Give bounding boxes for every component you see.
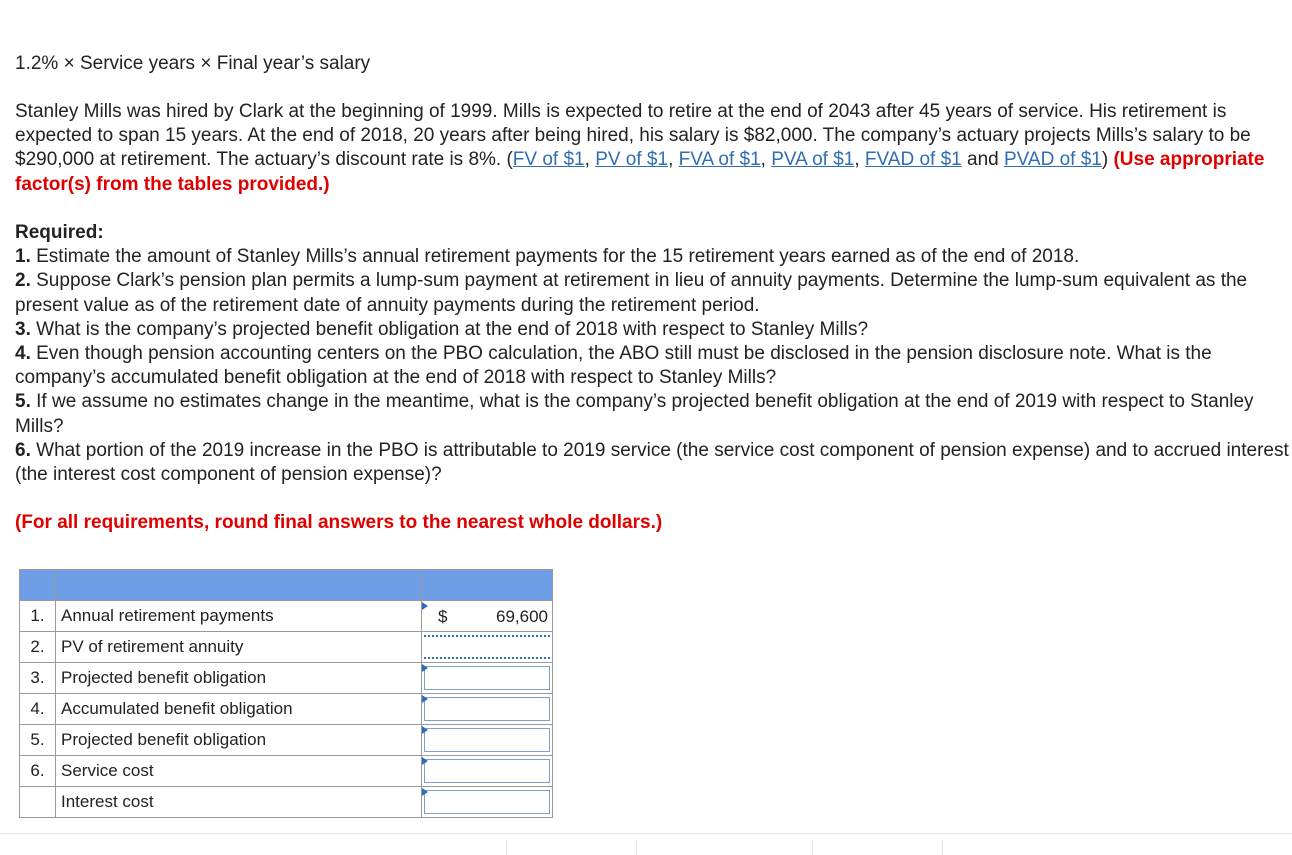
flag-icon: [422, 788, 428, 796]
required-item: 5. If we assume no estimates change in the meantime, what is the company’s projected benefit obligation at the end of 2019 with respect to Stanley Mills?: [15, 391, 1254, 437]
table-row: 1. Annual retirement payments $ 69,600: [20, 601, 553, 632]
link-pva[interactable]: PVA of $1: [771, 149, 855, 171]
answer-input[interactable]: [424, 635, 550, 659]
answer-cell-3[interactable]: [422, 663, 553, 694]
problem-intro: Stanley Mills was hired by Clark at the beginning of 1999. Mills is expected to retire at the end of 2043 after 45 years of service. His retirement is expected to span 15 years. At the end of 2018, 20 years after being hired, his salary is $82,000. The company’s actuary projects Mills’s salary to be $290,000 at retirement. The actuary’s discount rate is 8%. (FV of $1, PV of $1, FVA of $1, PVA of $1, FVAD of $1 and PVAD of $1) (Use appropriate factor(s) from the tables provided.): [15, 101, 1265, 195]
required-item: 1. Estimate the amount of Stanley Mills’s annual retirement payments for the 15 retirement years earned as of the end of 2018.: [15, 246, 1080, 268]
divider: [506, 840, 507, 855]
divider: [636, 840, 637, 855]
rounding-note: (For all requirements, round final answers to the nearest whole dollars.): [15, 512, 663, 533]
answer-cell-4[interactable]: [422, 694, 553, 725]
answer-cell-5[interactable]: [422, 725, 553, 756]
formula-text: 1.2% × Service years × Final year’s salary: [15, 53, 371, 74]
divider: [812, 840, 813, 855]
answer-input[interactable]: [424, 697, 550, 721]
answer-input[interactable]: [424, 790, 550, 814]
link-fva[interactable]: FVA of $1: [678, 149, 761, 171]
link-fv[interactable]: FV of $1: [512, 149, 585, 171]
table-row: 5. Projected benefit obligation: [20, 725, 553, 756]
table-header-row: [20, 570, 553, 601]
link-pvad[interactable]: PVAD of $1: [1003, 149, 1102, 171]
link-fvad[interactable]: FVAD of $1: [864, 149, 962, 171]
required-item: 2. Suppose Clark’s pension plan permits a lump-sum payment at retirement in lieu of annuity payments. Determine the lump-sum equivalent as the present value as of the retirement date of annuity payments during the retirement period.: [15, 270, 1248, 316]
flag-icon: [422, 664, 428, 672]
table-row: 6. Service cost: [20, 756, 553, 787]
flag-icon: [422, 757, 428, 765]
required-item: 3. What is the company’s projected benefit obligation at the end of 2018 with respect to Stanley Mills?: [15, 318, 869, 340]
divider: [0, 833, 1292, 834]
flag-icon: [422, 726, 428, 734]
required-heading: Required:: [15, 222, 104, 243]
link-pv[interactable]: PV of $1: [595, 149, 669, 171]
answer-cell-2[interactable]: [422, 632, 553, 663]
answer-input[interactable]: [424, 759, 550, 783]
flag-icon: [422, 695, 428, 703]
required-item: 4. Even though pension accounting centers on the PBO calculation, the ABO still must be disclosed in the pension disclosure note. What is the company’s accumulated benefit obligation at the end of 2018 with respect to Stanley Mills?: [15, 343, 1212, 389]
answer-input[interactable]: [424, 666, 550, 690]
table-row: 4. Accumulated benefit obligation: [20, 694, 553, 725]
instruction-text: (Use appropriate factor(s) from the tables provided.): [15, 149, 1265, 195]
answer-table: [19, 569, 553, 818]
intro-text: Stanley Mills was hired by Clark at the beginning of 1999. Mills is expected to retire at the end of 2043 after 45 years of service. His retirement is expected to span 15 years. At the end of 2018, 20 years after being hired, his salary is $82,000. The company’s actuary projects Mills’s salary to be $290,000 at retirement. The actuary’s discount rate is 8%. (: [15, 101, 1251, 171]
answer-cell-6a[interactable]: [422, 756, 553, 787]
answer-cell-6b[interactable]: [422, 787, 553, 818]
required-section: [15, 221, 1290, 487]
answer-cell-1[interactable]: $ 69,600: [422, 601, 553, 632]
flag-icon: [422, 602, 428, 610]
table-row: 3. Projected benefit obligation: [20, 663, 553, 694]
answer-input[interactable]: [424, 728, 550, 752]
required-item: 6. What portion of the 2019 increase in the PBO is attributable to 2019 service (the service cost component of pension expense) and to accrued interest (the interest cost component of pension expense)?: [15, 439, 1289, 486]
divider: [942, 840, 943, 855]
answer-value[interactable]: 69,600: [496, 607, 548, 626]
table-row: Interest cost: [20, 787, 553, 818]
table-row: 2. PV of retirement annuity: [20, 632, 553, 663]
